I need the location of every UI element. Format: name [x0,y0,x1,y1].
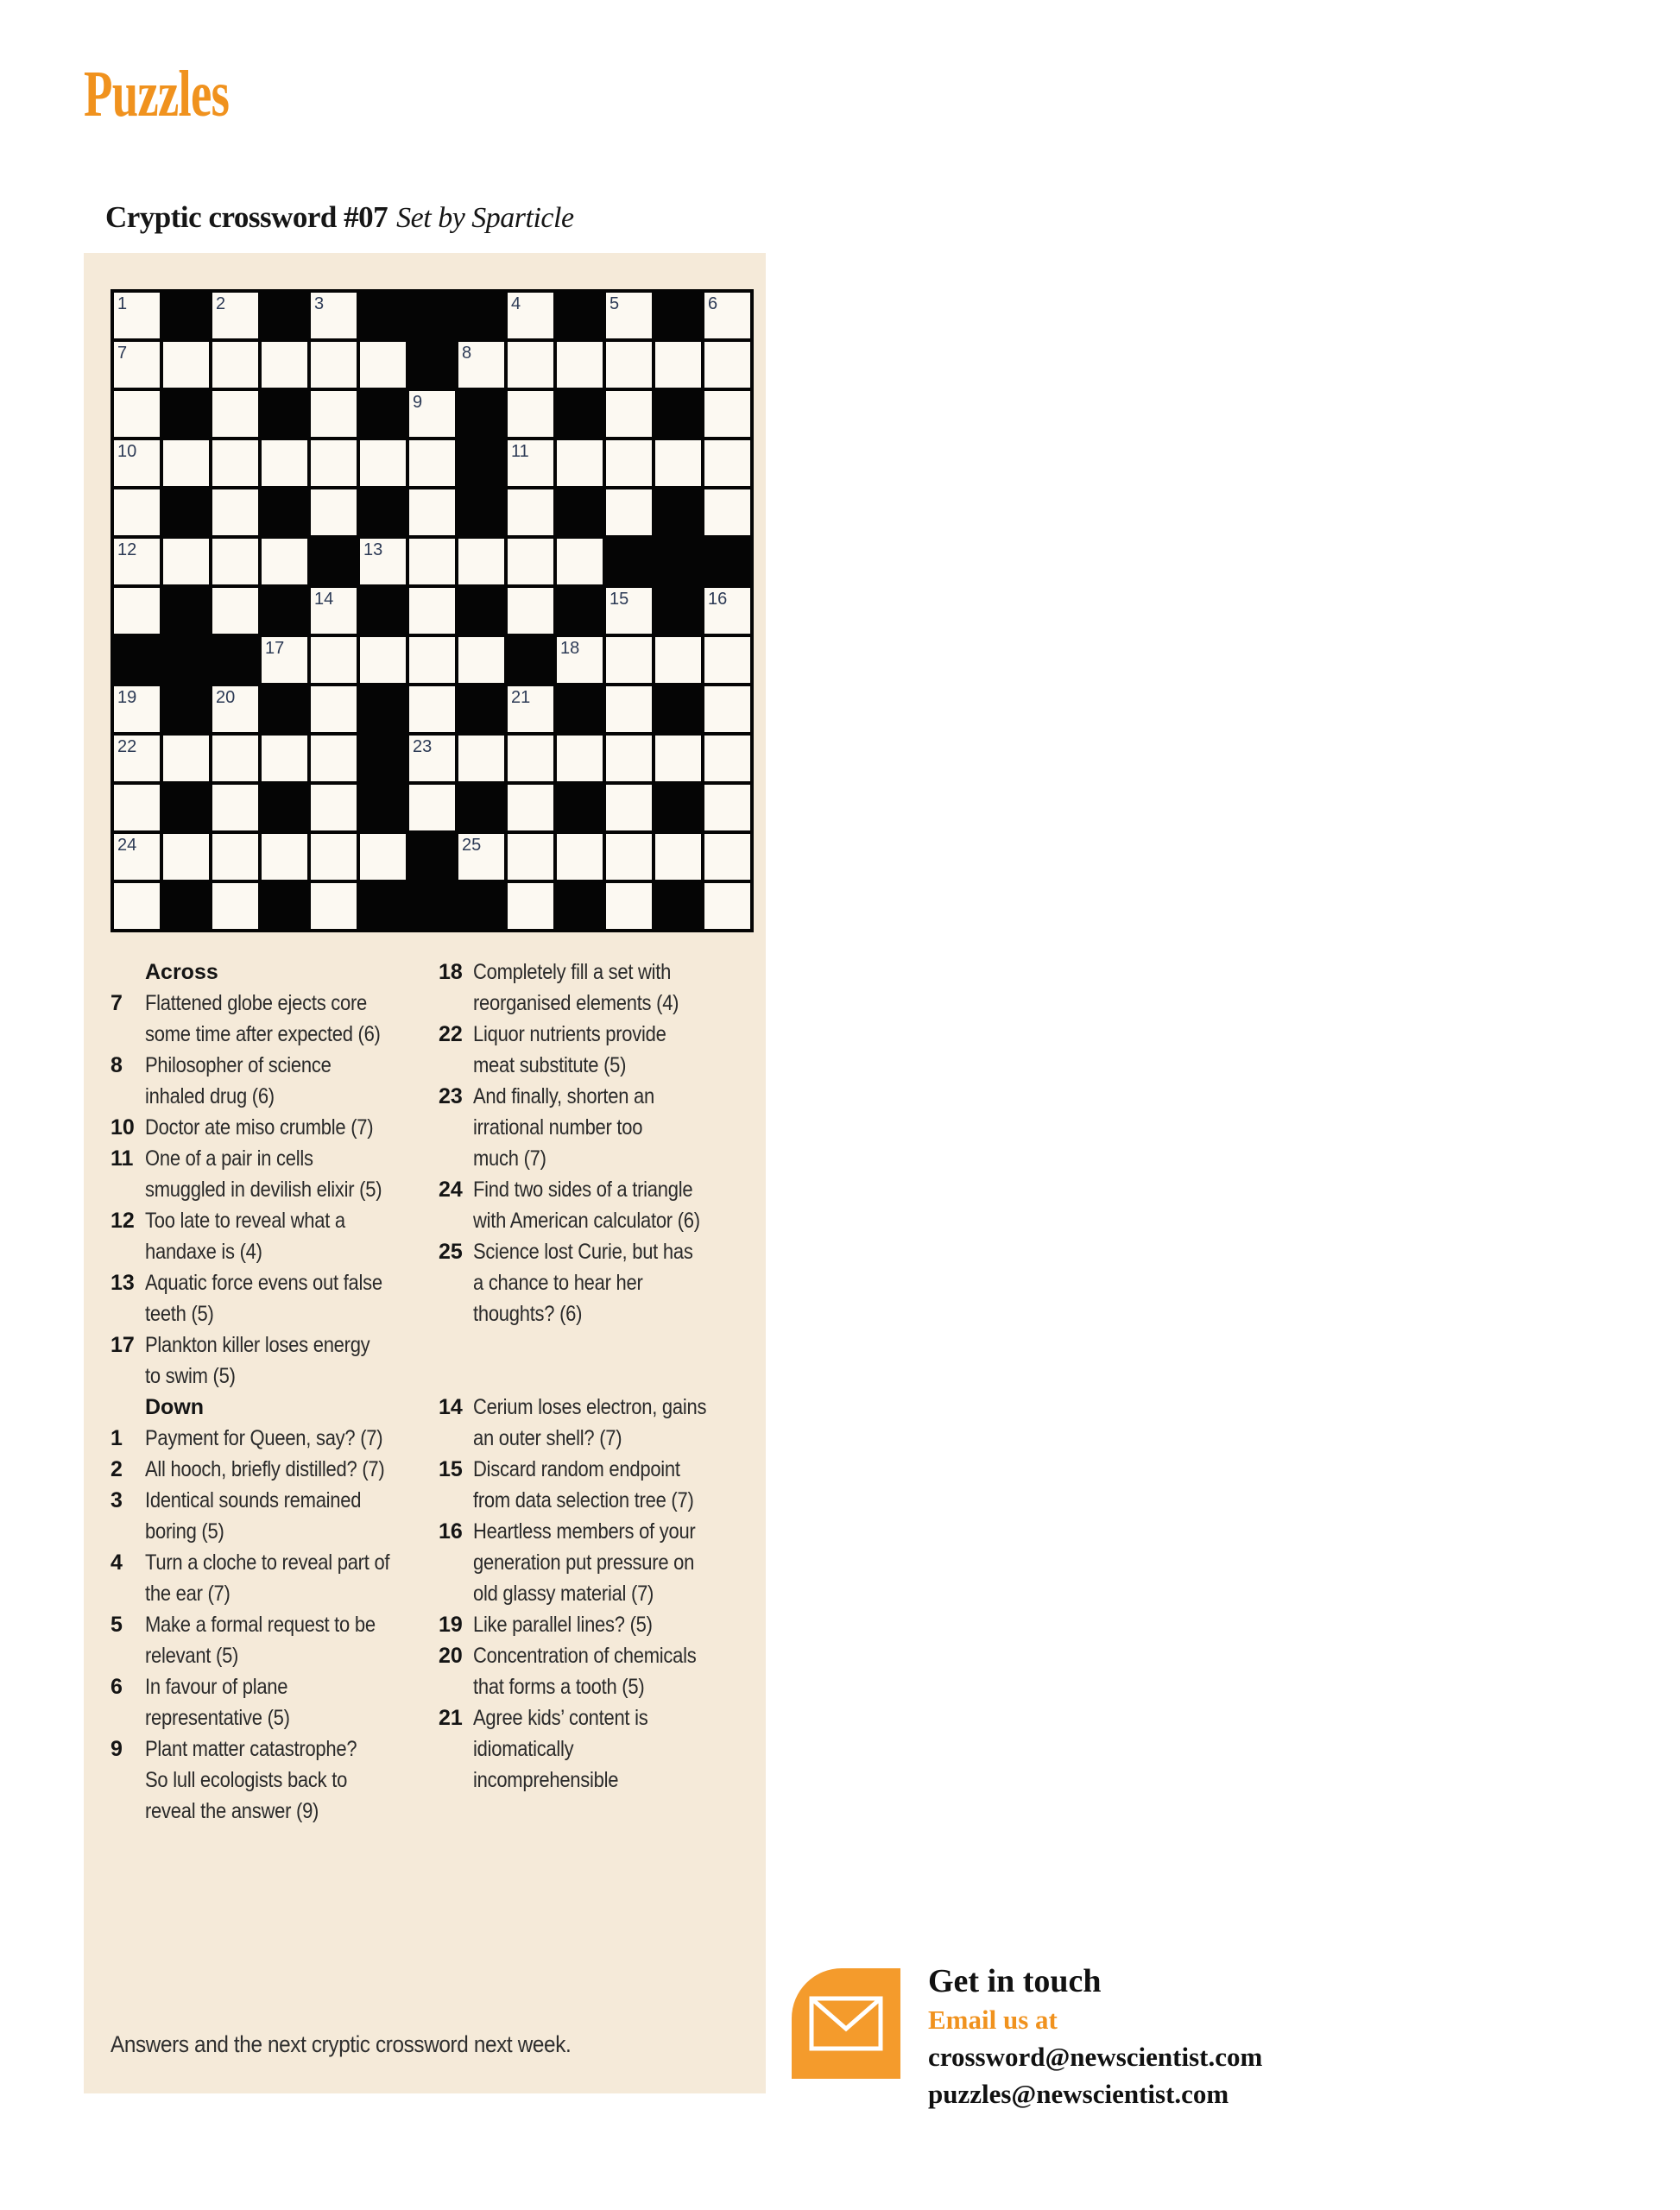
grid-cell-white [360,539,406,584]
cell-number: 5 [609,294,620,313]
section-title: Puzzles [84,58,230,130]
grid-cell-black [557,883,603,929]
clue-text: Turn a cloche to reveal part of the ear (7) [145,1550,390,1606]
grid-cell-white [606,391,652,437]
clue-5 [111,1609,435,1671]
grid-cell-black [557,391,603,437]
grid-cell-white [409,637,455,683]
grid-cell-white [655,342,701,388]
clue-text: Science lost Curie, but has a chance to hear her thoughts? (6) [473,1240,693,1326]
grid-cell-black [458,785,504,830]
clue-11 [111,1143,435,1205]
grid-cell-black [311,539,357,584]
clue-number: 3 [111,1488,123,1512]
grid-cell-white [311,736,357,781]
cell-number: 19 [117,688,137,707]
cell-number: 21 [511,688,531,707]
grid-cell-white [606,686,652,732]
grid-cell-white [508,785,553,830]
grid-cell-black [458,588,504,634]
grid-cell-white [360,440,406,486]
puzzle-setter: Set by Sparticle [396,202,574,234]
clue-number: 15 [439,1457,463,1481]
grid-cell-black [163,637,209,683]
grid-cell-black [163,785,209,830]
clue-7 [111,988,435,1050]
clue-20 [439,1640,763,1702]
grid-cell-white [458,834,504,880]
grid-cell-white [114,342,160,388]
envelope-badge [792,1968,900,2079]
clue-number: 6 [111,1675,123,1699]
grid-cell-white [704,834,750,880]
grid-cell-white [655,736,701,781]
grid-cell-white [114,440,160,486]
cell-number: 9 [413,393,423,412]
grid-cell-black [360,883,406,929]
grid-cell-white [360,834,406,880]
grid-cell-white [704,588,750,634]
cell-number: 16 [708,590,728,609]
grid-cell-white [508,834,553,880]
grid-cell-black [655,785,701,830]
clue-text: And finally, shorten an irrational number too much (7) [473,1084,654,1171]
grid-cell-white [212,489,258,535]
grid-cell-white [409,391,455,437]
across-heading: Across [145,960,218,984]
clue-number: 2 [111,1457,123,1481]
grid-cell-white [704,293,750,338]
cell-number: 20 [216,688,236,707]
envelope-icon [809,1996,883,2051]
grid-cell-white [311,785,357,830]
grid-cell-black [262,588,307,634]
clue-number: 7 [111,991,123,1015]
grid-cell-white [458,539,504,584]
clue-16 [439,1516,763,1609]
clue-number: 17 [111,1333,135,1357]
clue-8 [111,1050,435,1112]
clue-text: Plankton killer loses energy to swim (5) [145,1333,370,1388]
clue-text: Payment for Queen, say? (7) [145,1426,383,1450]
contact-subheading: Email us at [928,2005,1058,2035]
clue-number: 8 [111,1053,123,1077]
grid-cell-black [360,391,406,437]
clue-2 [111,1454,435,1485]
grid-cell-white [557,736,603,781]
grid-cell-black [262,293,307,338]
clue-3 [111,1485,435,1547]
grid-cell-white [655,440,701,486]
cell-number: 6 [708,294,718,313]
grid-cell-black [557,785,603,830]
grid-cell-white [114,736,160,781]
clue-number: 12 [111,1209,135,1233]
clue-number: 18 [439,960,463,984]
cell-number: 14 [314,590,334,609]
grid-cell-white [606,883,652,929]
grid-cell-white [704,736,750,781]
grid-cell-white [311,834,357,880]
grid-cell-white [704,637,750,683]
grid-cell-white [163,342,209,388]
grid-cell-black [262,686,307,732]
grid-cell-black [360,785,406,830]
grid-cell-white [508,391,553,437]
grid-cell-white [311,637,357,683]
grid-cell-black [655,391,701,437]
clue-number: 9 [111,1737,123,1761]
grid-cell-white [606,489,652,535]
grid-cell-black [163,686,209,732]
grid-cell-black [262,883,307,929]
grid-cell-black [409,342,455,388]
grid-cell-black [360,736,406,781]
grid-cell-black [655,489,701,535]
grid-cell-black [557,686,603,732]
grid-cell-white [212,539,258,584]
cell-number: 15 [609,590,629,609]
grid-cell-white [508,539,553,584]
grid-cell-white [114,883,160,929]
grid-cell-white [212,736,258,781]
clue-text: In favour of plane representative (5) [145,1675,290,1730]
footer-note: Answers and the next cryptic crossword next week. [111,2031,572,2057]
clue-number: 21 [439,1706,463,1730]
clue-1 [111,1423,435,1454]
grid-cell-white [557,440,603,486]
clue-9 [111,1733,435,1827]
clue-number: 25 [439,1240,463,1264]
grid-cell-white [409,686,455,732]
grid-cell-white [606,342,652,388]
grid-cell-white [212,293,258,338]
grid-cell-white [311,342,357,388]
grid-cell-black [360,588,406,634]
cell-number: 25 [462,836,482,855]
grid-cell-white [557,637,603,683]
clue-number: 4 [111,1550,123,1575]
grid-cell-white [606,293,652,338]
grid-cell-black [262,391,307,437]
grid-cell-white [606,637,652,683]
clue-text: Plant matter catastrophe? So lull ecologists back to reveal the answer (9) [145,1737,357,1823]
grid-cell-black [163,391,209,437]
grid-cell-white [557,539,603,584]
grid-cell-white [704,883,750,929]
clue-number: 20 [439,1644,463,1668]
cell-number: 8 [462,344,472,363]
down-heading: Down [145,1395,205,1419]
grid-cell-white [606,785,652,830]
grid-cell-white [114,834,160,880]
grid-cell-black [114,637,160,683]
grid-cell-white [311,686,357,732]
cell-number: 13 [363,540,383,559]
grid-cell-white [212,588,258,634]
cell-number: 17 [265,639,285,658]
grid-cell-white [704,391,750,437]
clue-number: 23 [439,1084,463,1108]
clue-text: Flattened globe ejects core some time after expected (6) [145,991,381,1046]
puzzle-title: Cryptic crossword #07 [105,200,388,234]
clue-number: 5 [111,1613,123,1637]
clue-number: 1 [111,1426,123,1450]
grid-cell-black [212,637,258,683]
grid-cell-black [655,539,701,584]
grid-cell-white [409,489,455,535]
cell-number: 3 [314,294,325,313]
grid-cell-black [704,539,750,584]
grid-cell-white [114,489,160,535]
grid-cell-black [655,883,701,929]
grid-cell-white [114,588,160,634]
grid-cell-white [311,391,357,437]
grid-cell-white [655,637,701,683]
grid-cell-white [114,391,160,437]
grid-cell-white [212,883,258,929]
clue-text: Too late to reveal what a handaxe is (4) [145,1209,345,1264]
clue-number: 22 [439,1022,463,1046]
clue-22 [439,1019,763,1081]
grid-cell-black [655,293,701,338]
grid-cell-white [163,440,209,486]
grid-cell-black [409,834,455,880]
clue-17 [111,1329,435,1392]
contact-block [928,1961,1262,2112]
grid-cell-white [704,686,750,732]
clue-21 [439,1702,763,1796]
grid-cell-white [508,883,553,929]
grid-cell-black [606,539,652,584]
grid-cell-black [655,686,701,732]
clue-number: 13 [111,1271,135,1295]
cell-number: 2 [216,294,226,313]
grid-cell-white [360,342,406,388]
puzzle-heading-row [105,200,574,235]
cell-number: 23 [413,737,433,756]
grid-cell-white [508,440,553,486]
clue-23 [439,1081,763,1174]
cell-number: 11 [511,442,529,461]
grid-cell-white [114,293,160,338]
clue-number: 16 [439,1519,463,1544]
cell-number: 22 [117,737,137,756]
grid-cell-white [458,637,504,683]
clue-13 [111,1267,435,1329]
clue-text: Liquor nutrients provide meat substitute (5) [473,1022,666,1077]
grid-cell-white [704,489,750,535]
grid-cell-black [163,293,209,338]
grid-cell-white [704,440,750,486]
clue-24 [439,1174,763,1236]
grid-cell-black [163,883,209,929]
grid-cell-white [311,883,357,929]
grid-cell-white [557,342,603,388]
clue-text: Concentration of chemicals that forms a tooth (5) [473,1644,697,1699]
clue-text: Philosopher of science inhaled drug (6) [145,1053,332,1108]
grid-cell-white [508,736,553,781]
grid-cell-black [557,588,603,634]
grid-cell-white [212,834,258,880]
clue-number: 24 [439,1178,463,1202]
grid-cell-white [458,736,504,781]
grid-cell-white [311,489,357,535]
grid-cell-black [655,588,701,634]
clue-25 [439,1236,763,1329]
grid-cell-white [163,539,209,584]
grid-cell-white [311,440,357,486]
cell-number: 10 [117,442,137,461]
grid-cell-white [163,736,209,781]
grid-cell-white [508,293,553,338]
clue-number: 11 [111,1146,134,1171]
grid-cell-black [409,293,455,338]
grid-cell-black [163,588,209,634]
grid-cell-white [606,736,652,781]
clue-text: Identical sounds remained boring (5) [145,1488,362,1544]
grid-cell-white [655,834,701,880]
grid-cell-white [262,736,307,781]
grid-cell-white [508,489,553,535]
clue-text: Like parallel lines? (5) [473,1613,653,1637]
grid-cell-black [458,686,504,732]
grid-cell-black [360,686,406,732]
clue-text: Find two sides of a triangle with American calculator (6) [473,1178,700,1233]
grid-cell-black [458,293,504,338]
clue-column-left [111,957,435,1827]
grid-cell-black [557,293,603,338]
column-spacer [439,1329,763,1392]
grid-cell-white [704,785,750,830]
clue-text: One of a pair in cells smuggled in devilish elixir (5) [145,1146,382,1202]
grid-cell-white [508,686,553,732]
grid-cell-white [508,588,553,634]
clue-text: Make a formal request to be relevant (5) [145,1613,376,1668]
cell-number: 12 [117,540,137,559]
grid-cell-black [360,489,406,535]
grid-cell-white [508,342,553,388]
grid-cell-white [114,686,160,732]
clue-text: Doctor ate miso crumble (7) [145,1115,374,1140]
grid-cell-white [409,785,455,830]
grid-cell-black [262,785,307,830]
grid-cell-black [163,489,209,535]
grid-cell-black [458,883,504,929]
grid-cell-white [458,342,504,388]
clue-15 [439,1454,763,1516]
grid-cell-white [212,686,258,732]
grid-cell-white [606,834,652,880]
grid-cell-black [458,489,504,535]
puzzle-panel [84,253,766,2093]
grid-cell-white [704,342,750,388]
grid-cell-black [409,883,455,929]
clue-6 [111,1671,435,1733]
clue-number: 10 [111,1115,135,1140]
clue-text: Discard random endpoint from data selection tree (7) [473,1457,694,1512]
grid-cell-white [262,637,307,683]
email-puzzles[interactable]: puzzles@newscientist.com [928,2079,1229,2109]
clue-text: Cerium loses electron, gains an outer shell? (7) [473,1395,707,1450]
grid-cell-white [606,440,652,486]
clue-column-right [439,957,763,1796]
clue-text: Aquatic force evens out false teeth (5) [145,1271,382,1326]
grid-cell-white [212,785,258,830]
clue-text: Agree kids’ content is idiomatically incomprehensible [473,1706,648,1792]
grid-cell-white [557,834,603,880]
grid-cell-white [163,834,209,880]
clue-text: All hooch, briefly distilled? (7) [145,1457,385,1481]
grid-cell-white [311,293,357,338]
clue-10 [111,1112,435,1143]
grid-cell-black [458,391,504,437]
clue-14 [439,1392,763,1454]
clue-12 [111,1205,435,1267]
clue-4 [111,1547,435,1609]
contact-heading: Get in touch [928,1963,1102,1999]
clue-19 [439,1609,763,1640]
clue-number: 14 [439,1395,463,1419]
grid-cell-black [458,440,504,486]
grid-cell-white [409,440,455,486]
grid-cell-black [360,293,406,338]
grid-cell-white [409,736,455,781]
grid-cell-white [262,834,307,880]
clue-text: Heartless members of your generation put pressure on old glassy material (7) [473,1519,696,1606]
cell-number: 18 [560,639,580,658]
cell-number: 1 [117,294,128,313]
grid-cell-white [212,342,258,388]
grid-cell-white [262,342,307,388]
grid-cell-white [212,391,258,437]
grid-cell-white [606,588,652,634]
grid-cell-white [212,440,258,486]
grid-cell-white [114,785,160,830]
crossword-grid [111,289,754,932]
grid-cell-black [262,489,307,535]
cell-number: 7 [117,344,128,363]
grid-cell-black [557,489,603,535]
cell-number: 4 [511,294,521,313]
grid-cell-white [360,637,406,683]
grid-cell-white [409,588,455,634]
clue-number: 19 [439,1613,463,1637]
clue-text: Completely fill a set with reorganised elements (4) [473,960,679,1015]
grid-cell-white [262,440,307,486]
grid-cell-white [114,539,160,584]
email-crossword[interactable]: crossword@newscientist.com [928,2042,1263,2072]
grid-cell-white [409,539,455,584]
grid-cell-white [262,539,307,584]
clue-18 [439,957,763,1019]
cell-number: 24 [117,836,137,855]
grid-cell-black [508,637,553,683]
grid-cell-white [311,588,357,634]
